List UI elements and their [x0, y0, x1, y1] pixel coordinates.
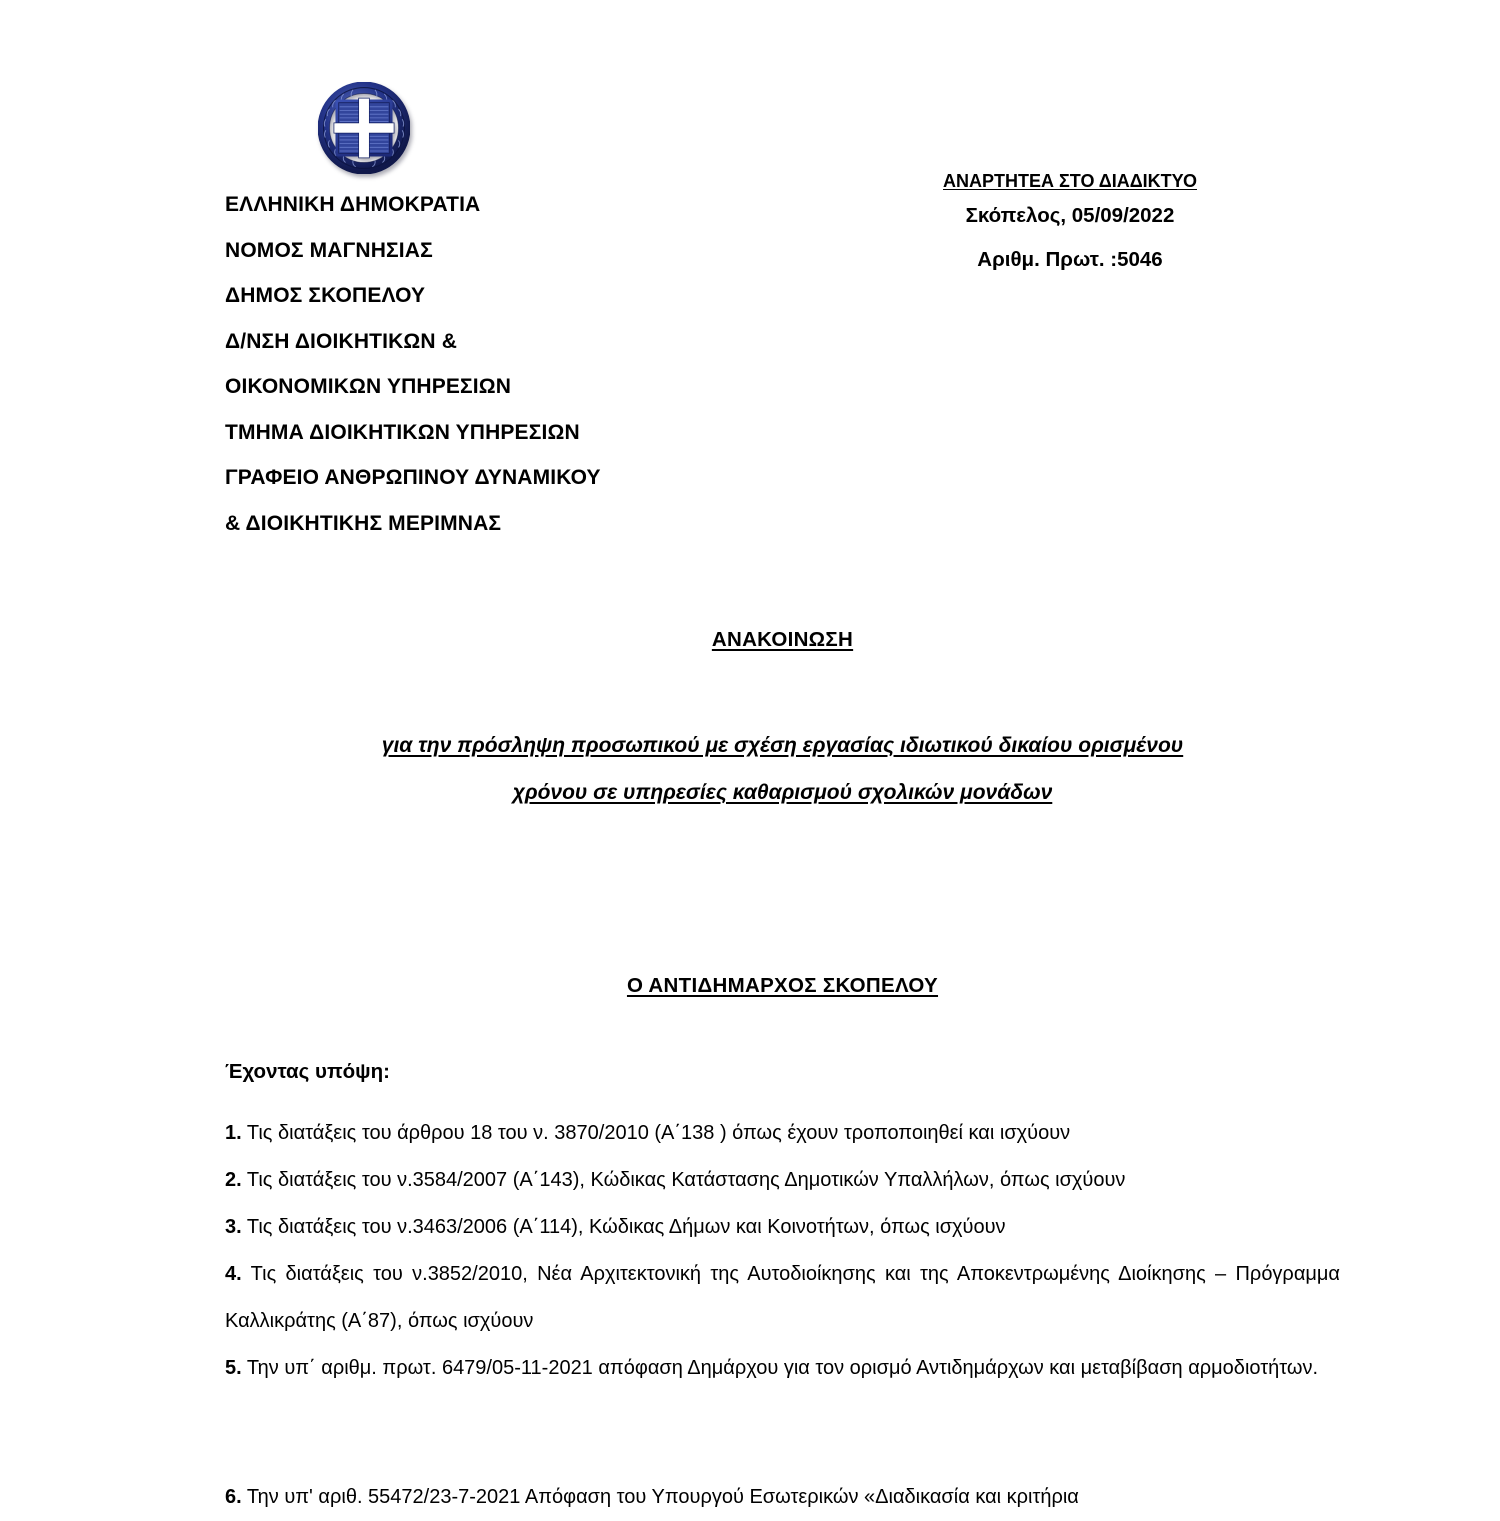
signatory-heading-text: Ο ΑΝΤΙΔΗΜΑΡΧΟΣ ΣΚΟΠΕΛΟΥ — [626, 974, 939, 997]
list-item-number: 6. — [225, 1486, 242, 1508]
list-item — [225, 1251, 1340, 1345]
list-item-text: Την υπ΄ αριθμ. πρωτ. 6479/05-11-2021 απόφαση Δημάρχου για τον ορισμό Αντιδημάρχων και μεταβίβαση αρμοδιοτήτων. — [246, 1357, 1319, 1379]
header-right-block — [800, 168, 1340, 282]
list-item-number: 4. — [225, 1263, 242, 1285]
protocol-number: Αριθμ. Πρωτ. :5046 — [977, 248, 1163, 271]
publication-notice: ΑΝΑΡΤΗΤΕΑ ΣΤΟ ΔΙΑΔΙΚΤΥΟ — [943, 171, 1197, 191]
list-item-text: Τις διατάξεις του άρθρου 18 του ν. 3870/2010 (Α΄138 ) όπως έχουν τροποποιηθεί και ισχύουν — [246, 1122, 1071, 1144]
document-subtitle — [225, 722, 1340, 816]
list-item-text: Τις διατάξεις του ν.3852/2010, Νέα Αρχιτεκτονική της Αυτοδιοίκησης και της Αποκεντρωμένης Διοίκησης – Πρόγραμμα Καλλικράτης (Α΄87), όπως ισχύουν — [225, 1263, 1340, 1332]
issuer-line-hr-office: ΓΡΑΦΕΙΟ ΑΝΘΡΩΠΙΝΟΥ ΔΥΝΑΜΙΚΟΥ — [225, 466, 601, 489]
issuer-line-department: ΤΜΗΜΑ ΔΙΟΙΚΗΤΙΚΩΝ ΥΠΗΡΕΣΙΩΝ — [225, 420, 580, 444]
list-item-text: Την υπ' αριθ. 55472/23-7-2021 Απόφαση του Υπουργού Εσωτερικών «Διαδικασία και κριτήρια — [246, 1486, 1079, 1508]
issuer-line-municipality: ΔΗΜΟΣ ΣΚΟΠΕΛΟΥ — [225, 284, 426, 307]
signatory-heading — [225, 974, 1340, 998]
document-title-text: ΑΝΑΚΟΙΝΩΣΗ — [711, 628, 854, 651]
subtitle-line-2: χρόνου σε υπηρεσίες καθαρισμού σχολικών μονάδων — [512, 781, 1053, 804]
list-item-number: 2. — [225, 1169, 242, 1191]
list-item-text: Τις διατάξεις του ν.3463/2006 (Α΄114), Κώδικας Δήμων και Κοινοτήτων, όπως ισχύουν — [246, 1216, 1006, 1238]
list-item — [225, 1204, 1340, 1251]
issuer-line-republic: ΕΛΛΗΝΙΚΗ ΔΗΜΟΚΡΑΤΙΑ — [225, 193, 481, 216]
having-regard-label: Έχοντας υπόψη: — [225, 1060, 390, 1083]
legal-basis-list — [225, 1110, 1340, 1392]
list-item-number: 1. — [225, 1122, 242, 1144]
list-item-number: 3. — [225, 1216, 242, 1238]
issuer-line-admin-support: & ΔΙΟΙΚΗΤΙΚΗΣ ΜΕΡΙΜΝΑΣ — [225, 511, 502, 535]
issuer-line-directorate: Δ/ΝΣΗ ΔΙΟΙΚΗΤΙΚΩΝ & — [225, 329, 458, 353]
document-header — [225, 0, 1340, 546]
issuer-line-financial-services: ΟΙΚΟΝΟΜΙΚΩΝ ΥΠΗΡΕΣΙΩΝ — [225, 375, 512, 398]
issuer-line-prefecture: ΝΟΜΟΣ ΜΑΓΝΗΣΙΑΣ — [225, 238, 433, 262]
list-item-text: Τις διατάξεις του ν.3584/2007 (Α΄143), Κώδικας Κατάστασης Δημοτικών Υπαλλήλων, όπως ισχύουν — [246, 1169, 1126, 1191]
list-item — [225, 1345, 1340, 1392]
subtitle-line-1: για την πρόσληψη προσωπικού με σχέση εργασίας ιδιωτικού δικαίου ορισμένου — [381, 734, 1184, 757]
list-item — [225, 1110, 1340, 1157]
list-item — [225, 1157, 1340, 1204]
document-title — [225, 628, 1340, 652]
list-item — [225, 1474, 1340, 1521]
list-item-number: 5. — [225, 1357, 242, 1379]
place-and-date: Σκόπελος, 05/09/2022 — [965, 204, 1175, 227]
